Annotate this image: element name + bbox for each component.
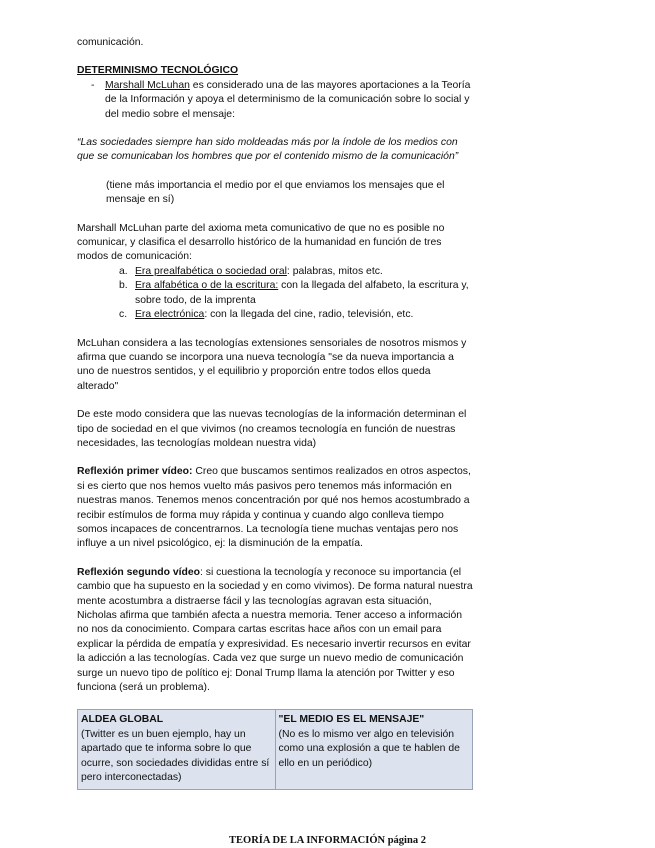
table-row bbox=[78, 710, 473, 790]
paragraph-axioma: Marshall McLuhan parte del axioma meta comunicativo de que no es posible no comunicar, y clasifica el desarrollo histórico de la humanidad en función de tres modos de comunicación: bbox=[77, 222, 445, 263]
bullet-item bbox=[91, 79, 473, 122]
reflexion-1-label: Reflexión primer vídeo: bbox=[77, 466, 193, 478]
eras-list bbox=[77, 265, 473, 323]
footer-page-label: página 2 bbox=[387, 835, 426, 846]
reflexion-segundo-video bbox=[77, 566, 473, 696]
era-text bbox=[135, 279, 473, 308]
cell-medio-mensaje bbox=[275, 710, 473, 790]
era-term: Era alfabética o de la escritura: bbox=[135, 280, 279, 292]
document-page bbox=[77, 36, 473, 790]
continuation-line: comunicación. bbox=[77, 37, 144, 48]
era-item bbox=[119, 308, 473, 322]
reflexion-primer-video bbox=[77, 465, 473, 551]
reflexion-1-text: Creo que buscamos sentimos realizados en otros aspectos, si es cierto que nos hemos vuelto más pasivos pero tenemos más información en nuestras manos. Tenemos menos concentración por qué nos hemos acostumbrado a recibir estímulos de forma muy rápida y continua y cuando algo conlleva tiempo somos incapaces de concentrarnos. La tecnología tiene muchas ventajas pero nos influye a un nivel psicológico, ej: la disminución de la empatía. bbox=[77, 466, 471, 550]
era-rest: : palabras, mitos etc. bbox=[286, 265, 383, 277]
era-term: Era electrónica bbox=[135, 309, 205, 321]
mcluhan-name: Marshall McLuhan bbox=[105, 79, 190, 91]
reflexion-2-text: : si cuestiona la tecnología y reconoce su importancia (el cambio que ha supuesto en la sociedad y en como vivimos). De forma natural nuestra mente acostumbra a distraerse fácil y las tecnologías agravan esta situación, Nicholas afirma que también afecta a nuestra memoria. Tener acceso a información no nos da conocimiento. Compara cartas escritas hace años con un email para explicar la pérdida de empatía y expresividad. Es necesario invertir recursos en evitar la adicción a las tecnologías. Cada vez que surge un nuevo medio de comunicación surge un nuevo tipo de político ej: Donal Trump llama la atención por Twitter y eso funciona (será un problema). bbox=[77, 566, 473, 694]
era-marker: a. bbox=[119, 265, 128, 277]
section-heading: DETERMINISMO TECNOLÓGICO bbox=[77, 65, 239, 77]
concepts-table bbox=[77, 709, 473, 790]
cell-text: (Twitter es un buen ejemplo, hay un apartado que te informa sobre lo que ocurre, son sociedades divididas entre sí pero interconectadas) bbox=[81, 728, 270, 784]
era-marker: c. bbox=[119, 309, 128, 321]
footer-title: TEORÍA DE LA INFORMACIÓN bbox=[229, 835, 386, 846]
era-term: Era prealfabética o sociedad oral bbox=[135, 265, 287, 277]
bullet-text bbox=[105, 79, 473, 122]
cell-aldea-global bbox=[78, 710, 276, 790]
cell-title: ALDEA GLOBAL bbox=[81, 714, 164, 726]
dash-marker: - bbox=[91, 79, 95, 91]
era-text bbox=[135, 308, 413, 322]
reflexion-2-label: Reflexión segundo vídeo bbox=[77, 566, 200, 578]
era-text bbox=[135, 265, 383, 279]
paragraph-extensiones: McLuhan considera a las tecnologías extensiones sensoriales de nosotros mismos y afirma que cuando se incorpora una nueva tecnología "se da nueva importancia a uno de nuestros sentidos, y el equilibrio y proporción entre todos ellos queda alterado" bbox=[77, 337, 467, 392]
cell-text: (No es lo mismo ver algo en televisión como una explosión a que te hablen de ello en un periódico) bbox=[278, 728, 460, 769]
bullet-rest: es considerado una de las mayores aportaciones a la Teoría de la Información y apoya el determinismo de la comunicación sobre lo social y del medio sobre el mensaje: bbox=[105, 79, 471, 120]
era-marker: b. bbox=[119, 280, 128, 292]
mcluhan-quote: “Las sociedades siempre han sido moldeadas más por la índole de los medios con que se comunicaban los hombres que por el contenido mismo de la comunicación” bbox=[77, 137, 459, 163]
paragraph-modo: De este modo considera que las nuevas tecnologías de la información determinan el tipo de sociedad en el que vivimos (no creamos tecnología en función de nuestras necesidades, las tecnologías moldean nuestra vida) bbox=[77, 409, 467, 449]
era-rest: : con la llegada del cine, radio, televisión, etc. bbox=[204, 309, 414, 321]
page-footer bbox=[0, 834, 655, 848]
cell-title: "EL MEDIO ES EL MENSAJE" bbox=[278, 714, 425, 726]
era-item bbox=[119, 279, 473, 308]
era-item bbox=[119, 265, 473, 279]
era-rest: con la llegada del alfabeto, la escritura y, sobre todo, de la imprenta bbox=[135, 280, 469, 306]
aside-note: (tiene más importancia el medio por el que enviamos los mensajes que el mensaje en sí) bbox=[106, 179, 445, 206]
